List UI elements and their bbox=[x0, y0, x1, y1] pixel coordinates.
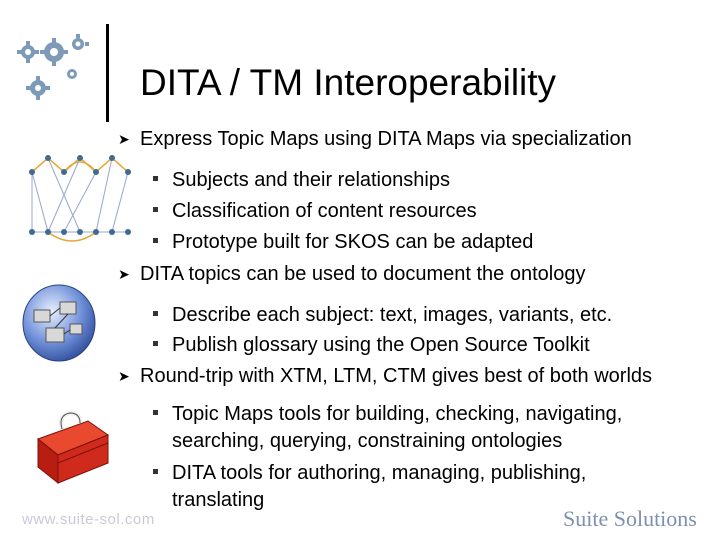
square-bullet-icon bbox=[153, 238, 158, 243]
sub-bullet-text: Describe each subject: text, images, variants, etc. bbox=[172, 304, 613, 326]
arrow-bullet-icon: ➤ bbox=[118, 368, 130, 384]
square-bullet-icon bbox=[153, 341, 158, 346]
slide-title: DITA / TM Interoperability bbox=[140, 62, 557, 103]
sub-bullet-continuation: searching, querying, constraining ontologies bbox=[172, 430, 563, 452]
sub-bullet-text: DITA tools for authoring, managing, publishing, bbox=[172, 462, 587, 484]
arrow-bullet-icon: ➤ bbox=[118, 266, 130, 282]
gears-logo-icon bbox=[10, 30, 100, 110]
toolbox-icon bbox=[28, 405, 113, 485]
sub-bullet-continuation: translating bbox=[172, 489, 265, 511]
square-bullet-icon bbox=[153, 176, 158, 181]
footer-brand-logo: Suite Solutions bbox=[563, 506, 697, 531]
square-bullet-icon bbox=[153, 311, 158, 316]
topic-graph-icon bbox=[20, 150, 140, 250]
sub-bullet-text: Classification of content resources bbox=[172, 200, 477, 222]
network-globe-icon bbox=[20, 282, 98, 364]
bullet-text: Express Topic Maps using DITA Maps via specialization bbox=[140, 128, 632, 150]
sub-bullet-text: Subjects and their relationships bbox=[172, 169, 450, 191]
square-bullet-icon bbox=[153, 469, 158, 474]
bullet-text: Round-trip with XTM, LTM, CTM gives best of both worlds bbox=[140, 365, 653, 387]
bullet-text: DITA topics can be used to document the ontology bbox=[140, 263, 586, 285]
title-divider bbox=[106, 24, 109, 122]
sub-bullet-text: Topic Maps tools for building, checking, navigating, bbox=[172, 403, 623, 425]
arrow-bullet-icon: ➤ bbox=[118, 131, 130, 147]
square-bullet-icon bbox=[153, 207, 158, 212]
square-bullet-icon bbox=[153, 410, 158, 415]
sub-bullet-text: Prototype built for SKOS can be adapted bbox=[172, 231, 534, 253]
footer-url: www.suite-sol.com bbox=[22, 511, 155, 528]
sub-bullet-text: Publish glossary using the Open Source Toolkit bbox=[172, 334, 590, 356]
